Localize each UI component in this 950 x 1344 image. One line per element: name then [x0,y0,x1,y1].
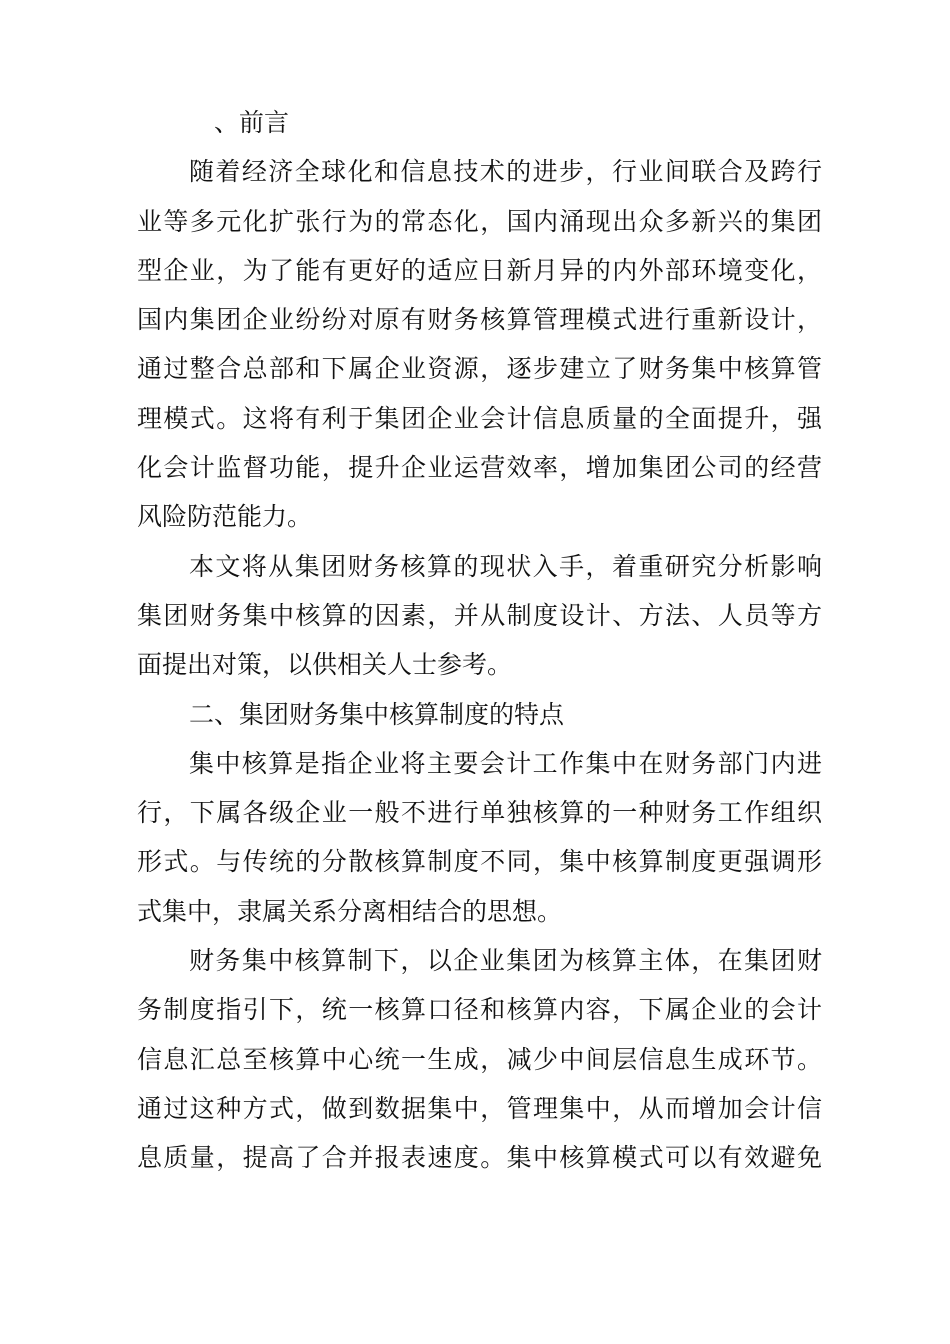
paragraph-line: 面提出对策，以供相关人士参考。 [137,650,513,680]
paragraph-line: 化会计监督功能，提升企业运营效率，增加集团公司的经营 [137,453,822,483]
paragraph-line: 式集中，隶属关系分离相结合的思想。 [137,896,563,926]
paragraph-line: 集中核算是指企业将主要会计工作集中在财务部门内进 [189,748,822,778]
paragraph-line: 业等多元化扩张行为的常态化，国内涌现出众多新兴的集团 [137,206,822,236]
paragraph-line: 理模式。这将有利于集团企业会计信息质量的全面提升，强 [137,403,822,433]
paragraph-line: 通过这种方式，做到数据集中，管理集中，从而增加会计信 [137,1093,822,1123]
paragraph-line: 本文将从集团财务核算的现状入手，着重研究分析影响 [189,551,822,581]
paragraph-line: 信息汇总至核算中心统一生成，减少中间层信息生成环节。 [137,1044,822,1074]
paragraph-line: 国内集团企业纷纷对原有财务核算管理模式进行重新设计， [137,305,822,335]
paragraph-line: 风险防范能力。 [137,502,313,532]
paragraph-line: 型企业，为了能有更好的适应日新月异的内外部环境变化， [137,255,822,285]
paragraph-line: 财务集中核算制下，以企业集团为核算主体，在集团财 [189,946,822,976]
paragraph-line: 形式。与传统的分散核算制度不同，集中核算制度更强调形 [137,847,822,877]
paragraph-line: 通过整合总部和下属企业资源，逐步建立了财务集中核算管 [137,354,822,384]
paragraph-line: 行，下属各级企业一般不进行单独核算的一种财务工作组织 [137,798,822,828]
section-heading-preface: 、前言 [214,108,290,137]
section-heading-features: 二、集团财务集中核算制度的特点 [189,699,565,729]
document-body [137,98,822,1183]
paragraph-line: 随着经济全球化和信息技术的进步，行业间联合及跨行 [189,157,822,187]
paragraph-line: 息质量，提高了合并报表速度。集中核算模式可以有效避免 [137,1143,822,1173]
paragraph-line: 集团财务集中核算的因素，并从制度设计、方法、人员等方 [137,600,822,630]
paragraph-line: 务制度指引下，统一核算口径和核算内容，下属企业的会计 [137,995,822,1025]
